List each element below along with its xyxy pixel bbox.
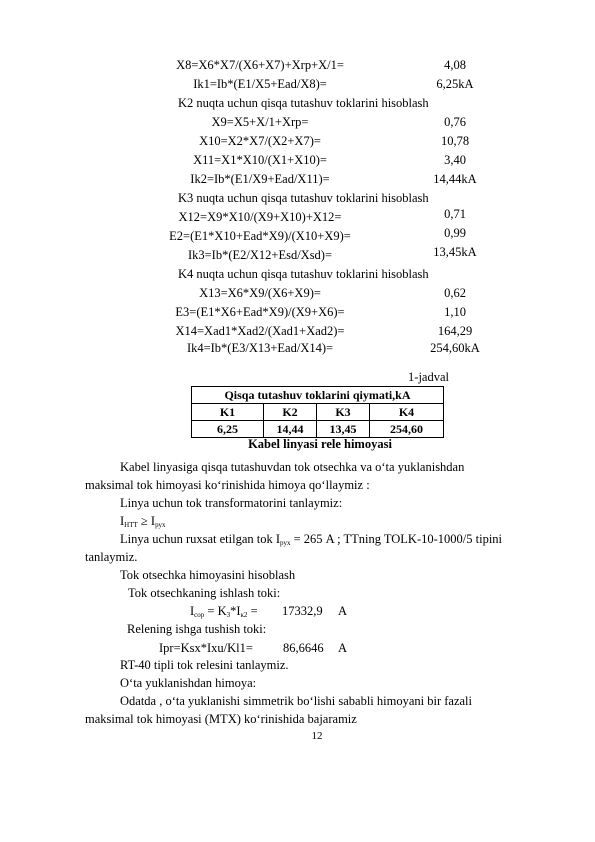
paragraph-line: O‘ta yuklanishdan himoya: xyxy=(120,676,257,690)
subscript: рух xyxy=(280,539,291,547)
paragraph-line: Tok otsechkaning ishlash toki: xyxy=(128,586,281,600)
subscript: 3 xyxy=(226,611,231,619)
paragraph-line: maksimal tok himoyasi ko‘rinishida himoya qo‘llaymiz : xyxy=(85,478,370,492)
subscript: к2 xyxy=(240,611,248,619)
formula-expr: Ik3=Ib*(E2/X12+Esd/Xsd)= xyxy=(187,248,333,262)
formula-value: 0,99 xyxy=(444,226,466,240)
inequality-lhs: I xyxy=(120,514,125,528)
formula-expr: E2=(E1*X10+Ead*X9)/(X10+X9)= xyxy=(169,229,351,243)
paragraph-line: Kabel linyasiga qisqa tutashuvdan tok otsechka va o‘ta yuklanishdan xyxy=(120,460,465,474)
paragraph-line: tanlaymiz. xyxy=(85,550,138,564)
paragraph-line xyxy=(120,531,502,551)
formula-expr: X13=X6*X9/(X6+X9)= xyxy=(199,286,321,300)
formula-unit: A xyxy=(338,641,348,655)
formula-expr: X11=X1*X10/(X1+X10)= xyxy=(193,153,327,167)
formula-expr: X9=X5+X/1+Xrp= xyxy=(211,115,309,129)
table-header-row xyxy=(192,404,444,421)
table-row xyxy=(192,421,444,438)
formula-value: 6,25kA xyxy=(436,77,474,91)
page-number: 12 xyxy=(311,730,323,742)
formula-value: 254,60kA xyxy=(430,341,480,355)
table-header-cell: K2 xyxy=(264,404,317,421)
formula-value: 164,29 xyxy=(437,324,473,338)
formula-ipr: Ipr=Ksx*Ixu/Kl1= xyxy=(159,641,253,655)
formula-expr: X8=X6*X7/(X6+X7)+Xrp+X/1= xyxy=(176,58,344,72)
formula-expr: X12=X9*X10/(X9+X10)+X12= xyxy=(178,210,342,224)
formula-expr: X10=X2*X7/(X2+X7)= xyxy=(199,134,321,148)
section-title: Kabel linyasi rele himoyasi xyxy=(248,437,392,451)
formula-expr: Ik2=Ib*(E1/X9+Ead/X11)= xyxy=(190,172,330,186)
formula-expr: Ik1=Ib*(E1/X5+Ead/X8)= xyxy=(193,77,327,91)
formula-value: 14,44kA xyxy=(433,172,477,186)
formula-value: 3,40 xyxy=(444,153,466,167)
table-cell: 254,60 xyxy=(370,421,444,438)
inequality-lhs-subscript: НТТ xyxy=(124,521,138,529)
formula-value: 17332,9 xyxy=(282,604,323,618)
paragraph-line: RT-40 tipli tok relesini tanlaymiz. xyxy=(120,658,289,672)
text-segment: I xyxy=(190,604,195,618)
table-caption: 1-jadval xyxy=(408,370,449,384)
table-header-cell: K4 xyxy=(370,404,444,421)
text-segment: = xyxy=(247,604,258,618)
inequality-rhs-subscript: рух xyxy=(155,521,166,529)
table-title: Qisqa tutashuv toklarini qiymati,kA xyxy=(192,387,444,404)
formula-value: 10,78 xyxy=(440,134,470,148)
paragraph-line: maksimal tok himoyasi (MTX) ko‘rinishida bajaramiz xyxy=(85,712,357,726)
text-segment: *I xyxy=(230,604,241,618)
section-heading-k3: K3 nuqta uchun qisqa tutashuv toklarini hisoblash xyxy=(178,191,429,205)
formula-value: 1,10 xyxy=(444,305,466,319)
table-cell: 6,25 xyxy=(192,421,264,438)
formula-expr: E3=(E1*X6+Ead*X9)/(X9+X6)= xyxy=(175,305,345,319)
section-heading-k2: K2 nuqta uchun qisqa tutashuv toklarini hisoblash xyxy=(178,96,429,110)
section-heading-k4: K4 nuqta uchun qisqa tutashuv toklarini hisoblash xyxy=(178,267,429,281)
paragraph-line: Relening ishga tushish toki: xyxy=(127,622,267,636)
formula-isor xyxy=(190,603,258,623)
formula-expr: X14=Xad1*Xad2/(Xad1+Xad2)= xyxy=(175,324,345,338)
inequality-operator: ≥ I xyxy=(137,514,156,528)
formula-unit: A xyxy=(338,604,348,618)
paragraph-line: Linya uchun tok transformatorini tanlaymiz: xyxy=(120,496,343,510)
text-segment: = K xyxy=(204,604,227,618)
formula-value: 13,45kA xyxy=(433,245,477,259)
formula-value: 0,76 xyxy=(444,115,466,129)
inequality xyxy=(120,513,165,533)
table-header-cell: K3 xyxy=(317,404,370,421)
formula-expr: Ik4=Ib*(E3/X13+Ead/X14)= xyxy=(186,341,334,355)
formula-value: 0,71 xyxy=(444,207,466,221)
paragraph-line: Odatda , o‘ta yuklanishi simmetrik bo‘lishi sababli himoyani bir fazali xyxy=(120,694,473,708)
subscript: сор xyxy=(194,611,205,619)
table-title-row xyxy=(192,387,444,404)
formula-value: 0,62 xyxy=(444,286,466,300)
table-cell: 13,45 xyxy=(317,421,370,438)
table-header-cell: K1 xyxy=(192,404,264,421)
table-cell: 14,44 xyxy=(264,421,317,438)
paragraph-line: Tok otsechka himoyasini hisoblash xyxy=(120,568,296,582)
results-table xyxy=(191,386,444,438)
text-segment: Linya uchun ruxsat etilgan tok I xyxy=(120,532,281,546)
text-segment: = 265 A ; TTning TOLK-10-1000/5 tipini xyxy=(290,532,503,546)
formula-value: 4,08 xyxy=(444,58,466,72)
formula-value: 86,6646 xyxy=(283,641,324,655)
